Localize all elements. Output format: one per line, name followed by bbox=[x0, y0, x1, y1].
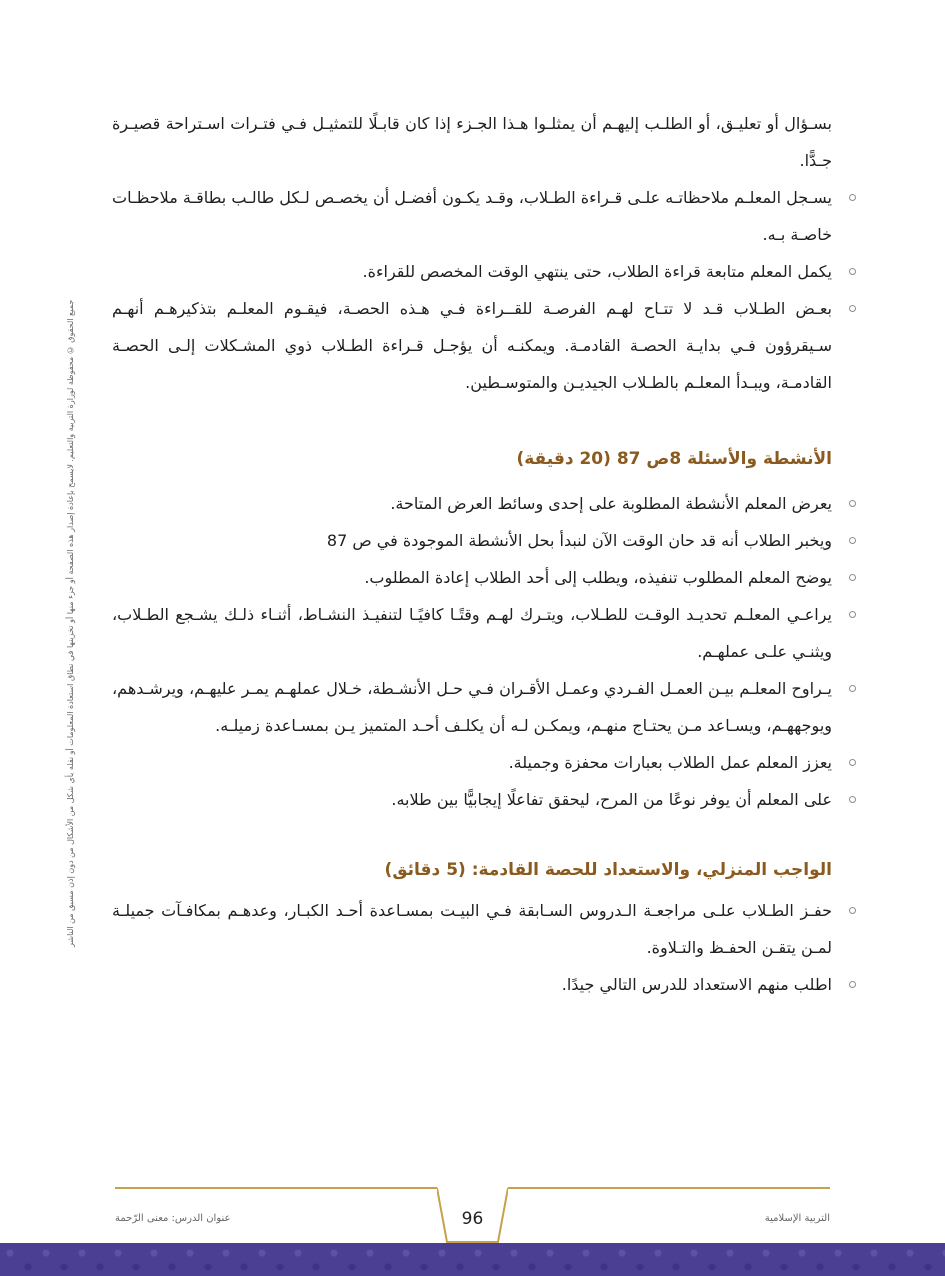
list-item bbox=[112, 596, 832, 670]
copyright-side-note: جميع الحقوق © محفوظة لوزارة التربية والتعليم. لايسمح بإعادة إصدار هذه الصفحة أو جزء منها أو تخزينها في نطاق استعادة المعلومات أو نقله بأي شكل من الأشكال من دون إذن مسبق من الناشر bbox=[66, 300, 75, 948]
section-heading-homework: الواجب المنزلي، والاستعداد للحصة القادمة: (5 دقائق) bbox=[384, 860, 832, 880]
footer-divider-left bbox=[115, 1187, 437, 1189]
decorative-bottom-band bbox=[0, 1243, 945, 1276]
list-item bbox=[112, 966, 832, 1003]
list-item bbox=[112, 290, 832, 401]
circle-bullet-icon bbox=[849, 537, 856, 544]
list-item bbox=[112, 522, 832, 559]
circle-bullet-icon bbox=[849, 574, 856, 581]
page-number-frame bbox=[437, 1187, 508, 1243]
intro-paragraph: بسـؤال أو تعليـق، أو الطلـب إليهـم أن يمثلـوا هـذا الجـزء إذا كان قابـلًا للتمثيـل فـي فتـرات اسـتراحة قصيـرة جـدًّا. bbox=[112, 114, 832, 170]
circle-bullet-icon bbox=[849, 500, 856, 507]
bullet-list-reading bbox=[112, 179, 832, 401]
circle-bullet-icon bbox=[849, 305, 856, 312]
footer-divider-right bbox=[508, 1187, 830, 1189]
list-item-text: يعزز المعلم عمل الطلاب بعبارات محفزة وجميلة. bbox=[508, 753, 832, 772]
list-item bbox=[112, 179, 832, 253]
bullet-list-homework bbox=[112, 892, 832, 1003]
circle-bullet-icon bbox=[849, 759, 856, 766]
page-number: 96 bbox=[461, 1209, 484, 1229]
list-item-text: يسـجل المعلـم ملاحظاتـه علـى قـراءة الطـلاب، وقـد يكـون أفضـل أن يخصـص لـكل طالـب بطاقـة ملاحظـات خاصـة بـه. bbox=[112, 188, 832, 244]
list-item bbox=[112, 485, 832, 522]
footer-lesson-title: عنوان الدرس: معنى الرّحمة bbox=[115, 1213, 231, 1224]
list-item-text: اطلب منهم الاستعداد للدرس التالي جيدًا. bbox=[561, 975, 832, 994]
bullet-list-activities bbox=[112, 485, 832, 818]
list-item bbox=[112, 253, 832, 290]
list-item-text: يعرض المعلم الأنشطة المطلوبة على إحدى وسائط العرض المتاحة. bbox=[390, 494, 832, 513]
footer-subject: التربية الإسلامية bbox=[764, 1213, 830, 1224]
list-item-text: يوضح المعلم المطلوب تنفيذه، ويطلب إلى أحد الطلاب إعادة المطلوب. bbox=[364, 568, 832, 587]
list-item-text: بعـض الطـلاب قـد لا تتـاح لهـم الفرصـة للقــراءة فـي هـذه الحصـة، فيقـوم المعلـم بتذكيرهـم أنهـم سـيقرؤون فـي بدايـة الحصـة القادمـة. ويمكنـه أن يؤجـل قـراءة الطـلاب ذوي المشـكلات إلـى الحصـة القادمـة، ويبـدأ المعلـم بالطـلاب الجيديـن والمتوسـطين. bbox=[112, 299, 832, 392]
list-item-text: حفـز الطـلاب علـى مراجعـة الـدروس السـابقة فـي البيـت بمسـاعدة أحـد الكبـار، وعدهـم بمكافـآت جميلـة لمـن يتقـن الحفـظ والتـلاوة. bbox=[112, 901, 832, 957]
section-heading-activities: الأنشطة والأسئلة 8ص 87 (20 دقيقة) bbox=[516, 449, 832, 469]
list-item bbox=[112, 670, 832, 744]
list-item bbox=[112, 781, 832, 818]
circle-bullet-icon bbox=[849, 796, 856, 803]
list-item-text: على المعلم أن يوفر نوعًا من المرح، ليحقق تفاعلًا إيجابيًّا بين طلابه. bbox=[391, 790, 832, 809]
circle-bullet-icon bbox=[849, 611, 856, 618]
circle-bullet-icon bbox=[849, 981, 856, 988]
circle-bullet-icon bbox=[849, 194, 856, 201]
list-item-text: ويخبر الطلاب أنه قد حان الوقت الآن لنبدأ بحل الأنشطة الموجودة في ص 87 bbox=[326, 531, 832, 550]
list-item bbox=[112, 744, 832, 781]
circle-bullet-icon bbox=[849, 685, 856, 692]
list-item-text: يراعـي المعلـم تحديـد الوقـت للطـلاب، ويتـرك لهـم وقتًـا كافيًـا لتنفيـذ النشـاط، أثنـاء ذلـك يشـجع الطـلاب، ويثنـي علـى عملهـم. bbox=[112, 605, 832, 661]
list-item bbox=[112, 559, 832, 596]
page-content bbox=[112, 105, 832, 1003]
circle-bullet-icon bbox=[849, 268, 856, 275]
list-item bbox=[112, 892, 832, 966]
circle-bullet-icon bbox=[849, 907, 856, 914]
list-item-text: يـراوح المعلـم بيـن العمـل الفـردي وعمـل الأقـران فـي حـل الأنشـطة، خـلال عملهـم يمـر عليهـم، ويرشـدهم، ويوجههـم، ويسـاعد مـن يحتـاج منهـم، ويمكـن لـه أن يكلـف أحـد المتميز يـن بمسـاعدة زميلـه. bbox=[112, 679, 832, 735]
list-item-text: يكمل المعلم متابعة قراءة الطلاب، حتى ينتهي الوقت المخصص للقراءة. bbox=[362, 262, 832, 281]
